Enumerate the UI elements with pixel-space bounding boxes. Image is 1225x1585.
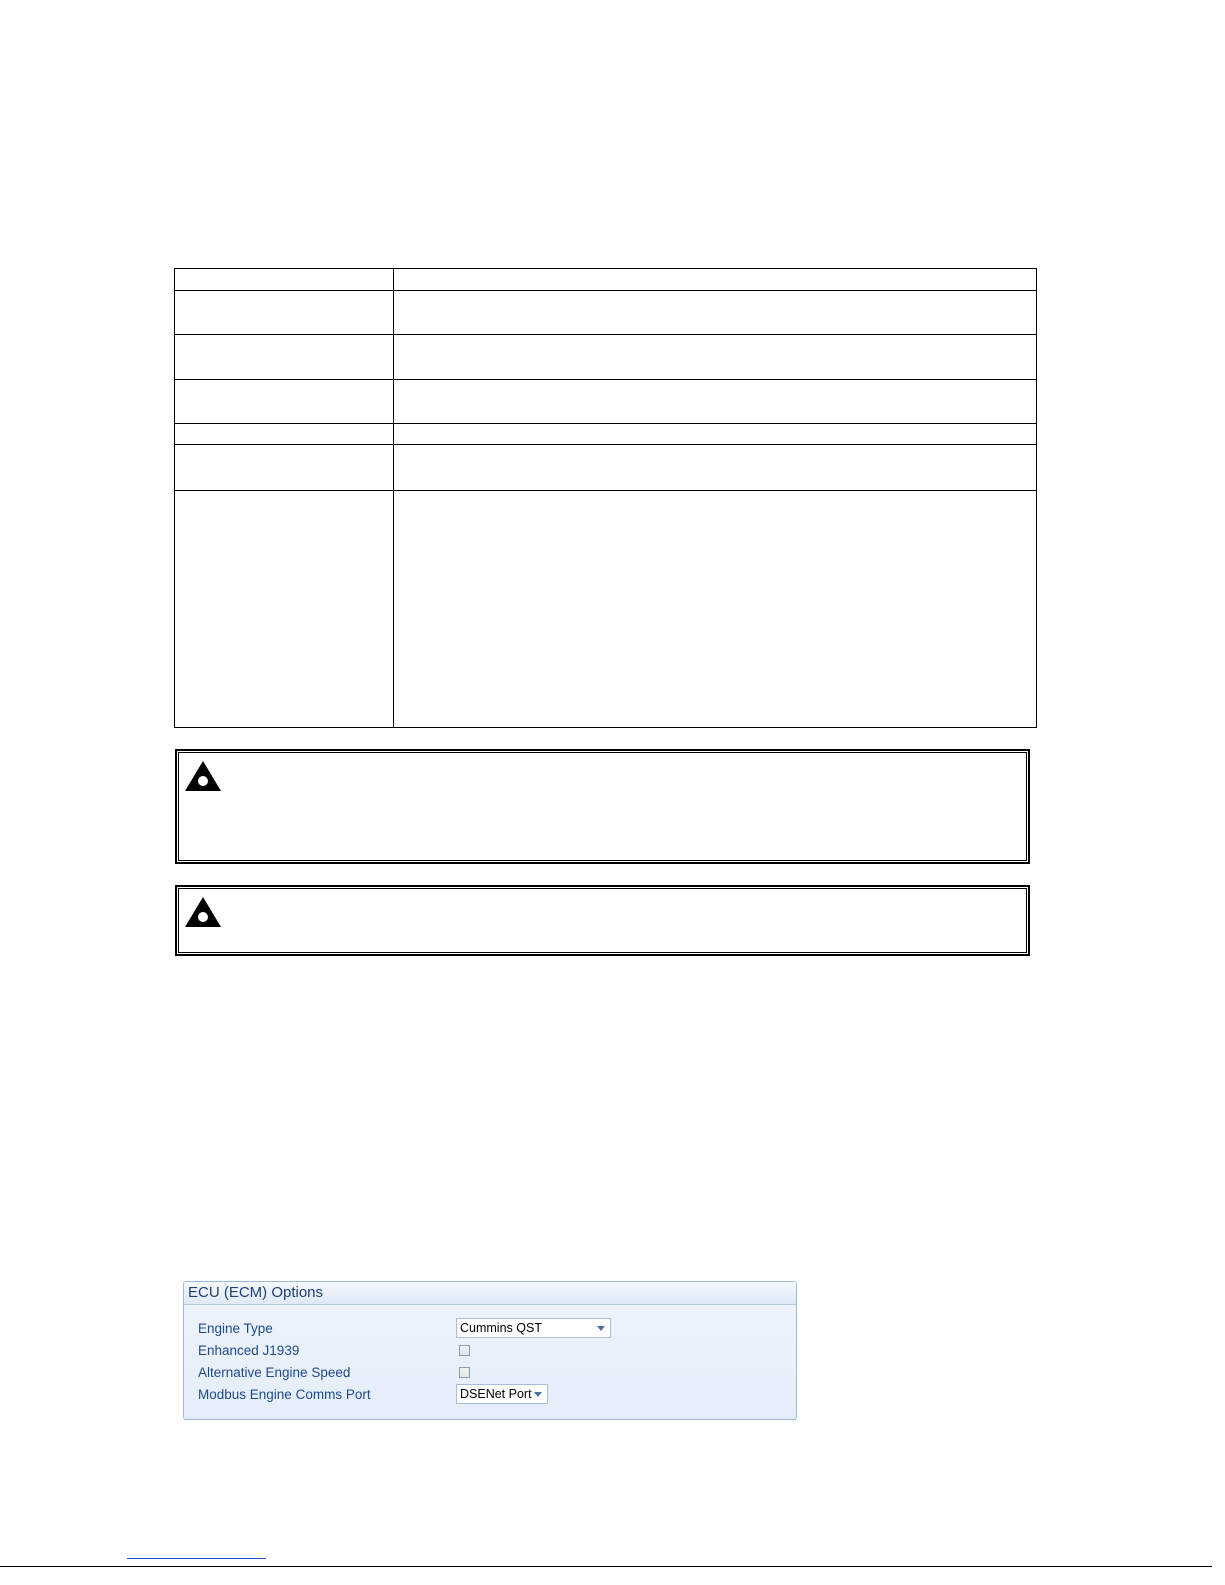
table-cell — [175, 291, 394, 335]
spec-table — [174, 268, 1037, 728]
table-cell — [175, 445, 394, 491]
table-cell — [394, 335, 1037, 380]
table-cell — [394, 424, 1037, 445]
table-cell — [175, 269, 394, 291]
table-cell — [394, 291, 1037, 335]
table-row — [175, 269, 1037, 291]
chevron-down-icon — [534, 1392, 542, 1397]
table-row — [175, 335, 1037, 380]
engine-type-value: Cummins QST — [460, 1321, 542, 1335]
engine-type-select[interactable] — [456, 1318, 611, 1338]
modbus-engine-comms-port-select[interactable] — [456, 1384, 548, 1404]
ecu-options-panel — [183, 1281, 797, 1420]
table-row — [175, 491, 1037, 728]
modbus-engine-comms-port-label: Modbus Engine Comms Port — [198, 1387, 371, 1402]
footer-link[interactable] — [127, 1558, 266, 1559]
table-cell — [175, 335, 394, 380]
table-row — [175, 424, 1037, 445]
alternative-engine-speed-checkbox[interactable] — [459, 1367, 470, 1378]
engine-type-label: Engine Type — [198, 1321, 273, 1336]
warning-triangle-icon — [183, 895, 223, 929]
chevron-down-icon — [597, 1326, 605, 1331]
table-cell — [394, 380, 1037, 424]
table-cell — [394, 445, 1037, 491]
modbus-engine-comms-port-value: DSENet Port — [460, 1387, 532, 1401]
note-box — [175, 885, 1030, 956]
note-box — [175, 749, 1030, 864]
table-row — [175, 380, 1037, 424]
panel-title: ECU (ECM) Options — [184, 1282, 796, 1305]
alternative-engine-speed-label: Alternative Engine Speed — [198, 1365, 351, 1380]
table-cell — [175, 380, 394, 424]
table-cell — [394, 491, 1037, 728]
warning-triangle-icon — [183, 759, 223, 793]
table-cell — [175, 424, 394, 445]
table-row — [175, 291, 1037, 335]
footer-divider — [0, 1566, 1212, 1567]
table-row — [175, 445, 1037, 491]
table-cell — [175, 491, 394, 728]
enhanced-j1939-checkbox[interactable] — [459, 1345, 470, 1356]
enhanced-j1939-label: Enhanced J1939 — [198, 1343, 300, 1358]
table-cell — [394, 269, 1037, 291]
